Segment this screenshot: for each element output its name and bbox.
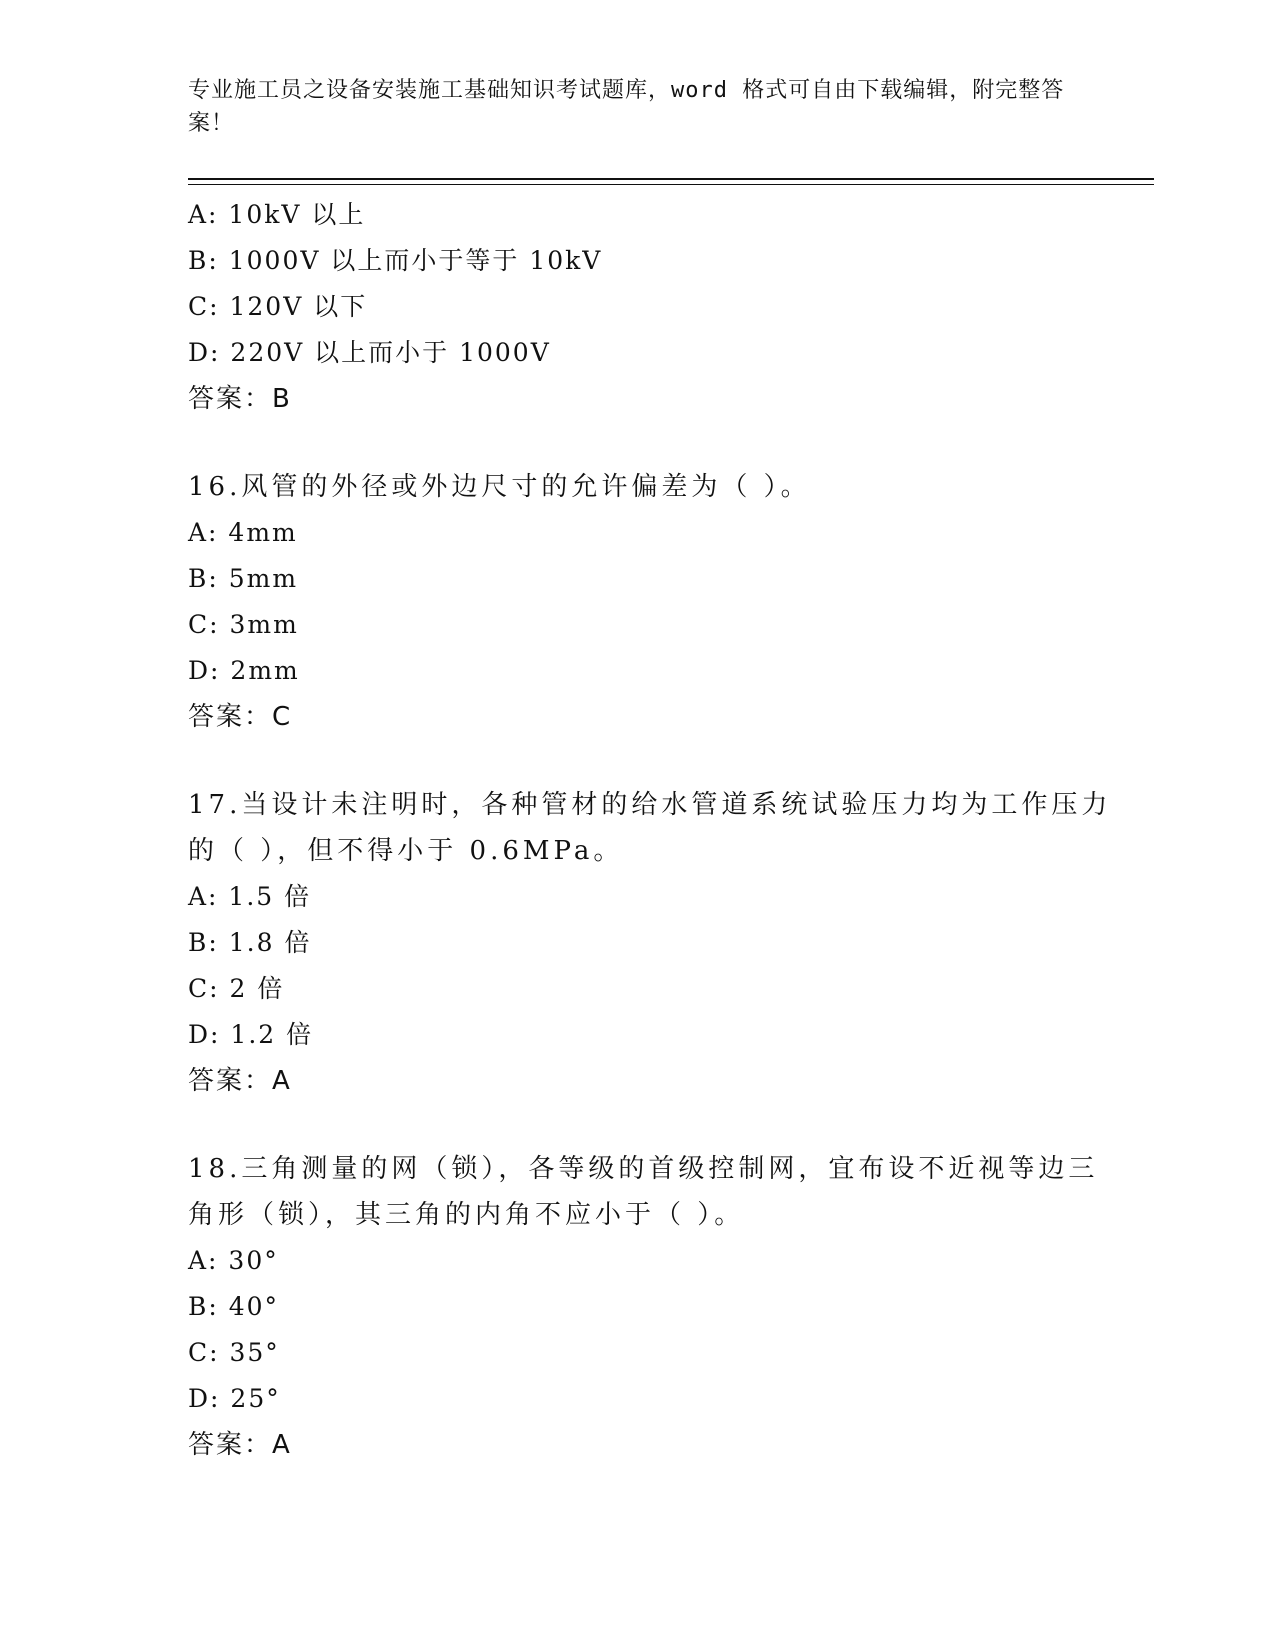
- question-block-18: [188, 1146, 1128, 1468]
- option-c: C: 35°: [188, 1338, 280, 1367]
- option-b: B: 40°: [188, 1292, 280, 1321]
- option-c: C: 3mm: [188, 610, 299, 639]
- option-b: B: 1.8 倍: [188, 928, 312, 957]
- option-a: A: 4mm: [188, 518, 298, 547]
- option-a: A: 10kV 以上: [188, 200, 366, 229]
- question-text: 18.三角测量的网（锁），各等级的首级控制网，宜布设不近视等边三角形（锁），其三角的内角不应小于（ ）。: [188, 1154, 1099, 1230]
- question-block-16: [188, 464, 1128, 740]
- question-text: 17.当设计未注明时，各种管材的给水管道系统试验压力均为工作压力的（ ），但不得小于 0.6MPa。: [188, 790, 1112, 866]
- option-d: D: 1.2 倍: [188, 1020, 314, 1049]
- option-d: D: 2mm: [188, 656, 300, 685]
- option-d: D: 25°: [188, 1384, 281, 1413]
- answer-line: 答案：A: [188, 1430, 292, 1460]
- question-list: [188, 192, 1128, 1468]
- option-c: C: 2 倍: [188, 974, 285, 1003]
- question-text: 16.风管的外径或外边尺寸的允许偏差为（ ）。: [188, 472, 811, 502]
- question-block-17: [188, 782, 1128, 1104]
- option-a: A: 30°: [188, 1246, 279, 1275]
- option-d: D: 220V 以上而小于 1000V: [188, 338, 551, 367]
- header-divider-thin: [188, 184, 1154, 185]
- option-a: A: 1.5 倍: [188, 882, 312, 911]
- answer-line: 答案：C: [188, 702, 293, 732]
- option-b: B: 1000V 以上而小于等于 10kV: [188, 246, 603, 275]
- header-divider-thick: [188, 178, 1154, 180]
- option-b: B: 5mm: [188, 564, 299, 593]
- answer-line: 答案：A: [188, 1066, 292, 1096]
- answer-line: 答案：B: [188, 384, 292, 414]
- question-block-prev: [188, 192, 1128, 422]
- option-c: C: 120V 以下: [188, 292, 368, 321]
- document-header: 专业施工员之设备安装施工基础知识考试题库，word 格式可自由下载编辑，附完整答案！: [188, 78, 1065, 136]
